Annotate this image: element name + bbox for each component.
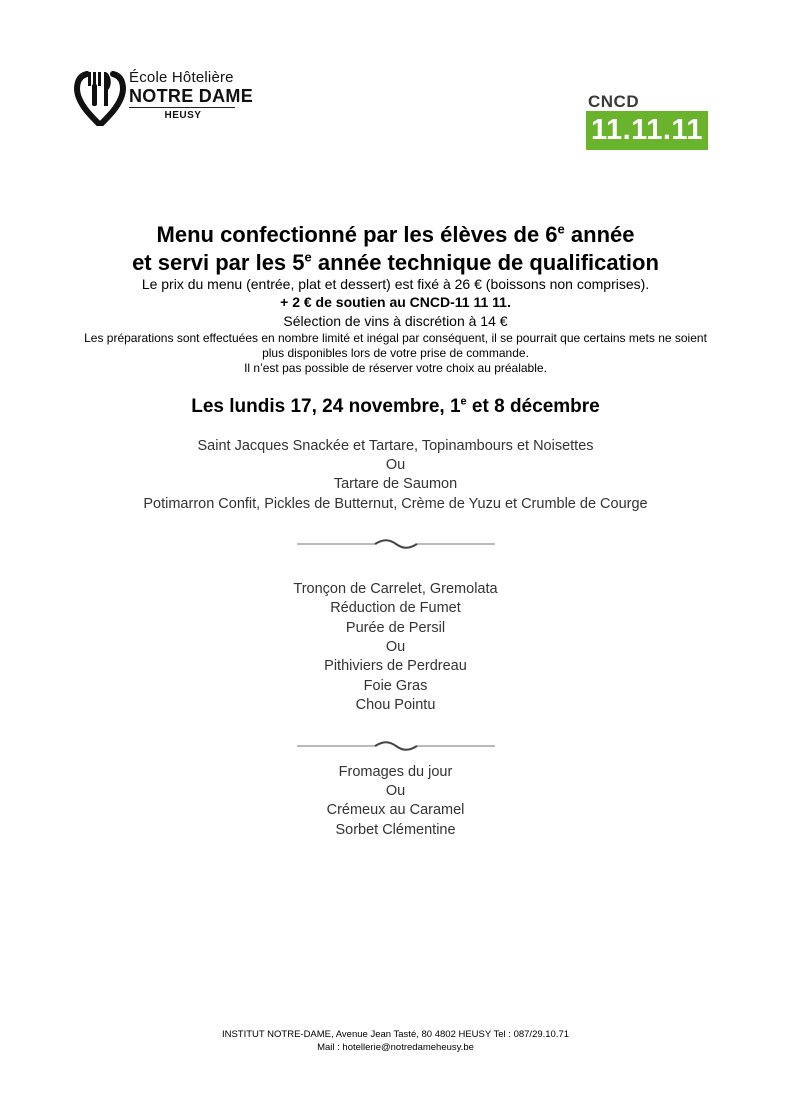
menu-item: Ou [385, 783, 406, 799]
school-name-line3: HEUSY [164, 110, 202, 121]
title-line-1: Menu confectionné par les élèves de 6e année [156, 221, 635, 247]
menu-item: Chou Pointu [355, 697, 436, 713]
menu-item: Purée de Persil [345, 620, 446, 636]
support-info: + 2 € de soutien au CNCD-11 11 11. [280, 294, 511, 310]
menu-item: Potimarron Confit, Pickles de Butternut, Crème de Yuzu et Crumble de Courge [143, 496, 648, 512]
logo-rule [129, 107, 235, 108]
wines-info: Sélection de vins à discrétion à 14 € [283, 313, 508, 329]
menu-item: Saint Jacques Snackée et Tartare, Topinambours et Noisettes [197, 438, 594, 454]
note-line-1: Les préparations sont effectuées en nombre limité et inégal par conséquent, il se pourrait que certains mets ne soient [84, 331, 707, 345]
cncd-box: 11.11.11 [586, 111, 708, 150]
title-line-2: et servi par les 5e année technique de qualification [132, 249, 659, 275]
menu-item: Tronçon de Carrelet, Gremolata [293, 581, 498, 597]
dates-heading: Les lundis 17, 24 novembre, 1e et 8 décembre [191, 395, 600, 417]
cncd-logo [586, 92, 708, 150]
menu-item: Réduction de Fumet [330, 600, 461, 616]
menu-item: Foie Gras [363, 678, 428, 694]
footer-address: INSTITUT NOTRE-DAME, Avenue Jean Tasté, 80 4802 HEUSY Tel : 087/29.10.71 [221, 1029, 570, 1040]
menu-item: Ou [385, 457, 406, 473]
note-line-3: Il n’est pas possible de réserver votre choix au préalable. [244, 361, 547, 375]
school-logo [73, 68, 253, 128]
note-line-2: plus disponibles lors de votre prise de commande. [262, 346, 529, 360]
school-name-line1: École Hôtelière [129, 69, 234, 86]
menu-item: Fromages du jour [338, 764, 453, 780]
menu-item: Tartare de Saumon [333, 476, 458, 492]
ornament-divider [297, 537, 495, 551]
price-info: Le prix du menu (entrée, plat et dessert) est fixé à 26 € (boissons non comprises). [141, 276, 650, 292]
cncd-label: CNCD [588, 92, 640, 111]
menu-item: Crémeux au Caramel [326, 802, 465, 818]
school-name-line2: NOTRE DAME [129, 86, 253, 106]
menu-item: Ou [385, 639, 406, 655]
menu-item: Sorbet Clémentine [335, 822, 456, 838]
footer-mail: Mail : hotellerie@notredameheusy.be [317, 1042, 474, 1053]
menu-item: Pithiviers de Perdreau [324, 658, 467, 674]
ornament-divider [297, 739, 495, 753]
